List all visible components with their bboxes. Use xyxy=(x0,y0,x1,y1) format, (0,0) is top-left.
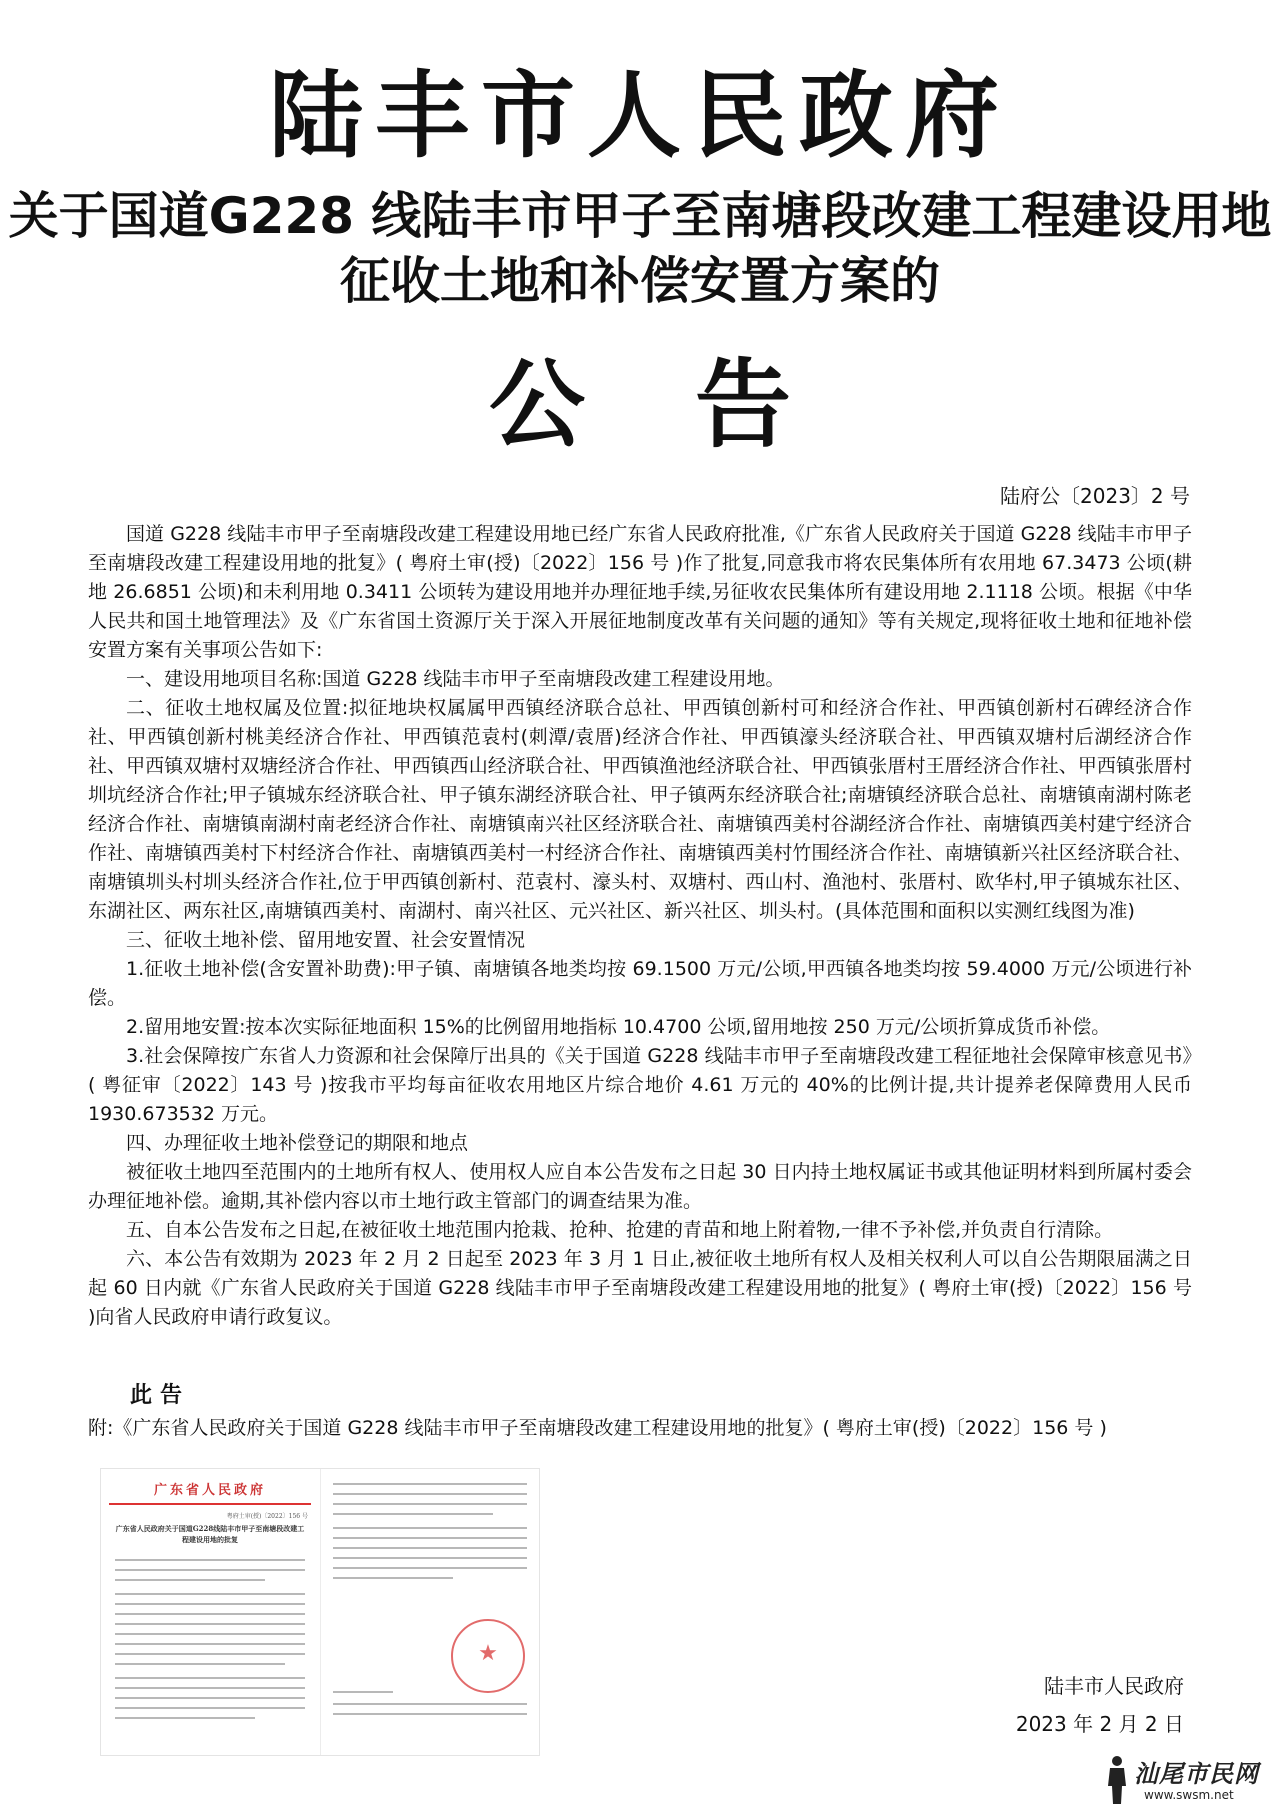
watermark-url: www.swsm.net xyxy=(1144,1788,1234,1802)
attachment-text-line xyxy=(115,1643,305,1645)
attachment-text-line xyxy=(115,1663,285,1665)
body-paragraph: 1.征收土地补偿(含安置补助费):甲子镇、南塘镇各地类均按 69.1500 万元/公顷,甲西镇各地类均按 59.4000 万元/公顷进行补偿。 xyxy=(88,958,1192,1009)
body-paragraph: 国道 G228 线陆丰市甲子至南塘段改建工程建设用地已经广东省人民政府批准,《广东省人民政府关于国道 G228 线陆丰市甲子至南塘段改建工程建设用地的批复》( 粤府土审(授)〔2022〕156 号 )作了批复,同意我市将农民集体所有农用地 67.3473 公顷(耕地 26.6851 公顷)和未利用地 0.3411 公顷转为建设用地并办理征地手续,另征收农民集体所有建设用地 2.1118 公顷。根据《中华人民共和国土地管理法》及《广东省国土资源厅关于深入开展征地制度改革有关问题的通知》等有关规定,现将征收土地和征地补偿安置方案有关事项公告如下: xyxy=(88,523,1192,661)
attachment-text-line xyxy=(115,1593,305,1595)
attachment-doc-number: 粤府土审(授)〔2022〕156 号 xyxy=(226,1513,308,1520)
signature-date: 2023 年 2 月 2 日 xyxy=(1015,1712,1184,1736)
body-paragraph: 2.留用地安置:按本次实际征地面积 15%的比例留用地指标 10.4700 公顷,留用地按 250 万元/公顷折算成货币补偿。 xyxy=(126,1016,1111,1038)
notice-heading: 公告 xyxy=(489,349,901,461)
site-watermark xyxy=(1104,1752,1272,1808)
attachment-text-line xyxy=(333,1503,527,1505)
attachment-text-line xyxy=(115,1707,305,1709)
watermark-text: 汕尾市民网 xyxy=(1134,1759,1259,1788)
body-paragraph: 五、自本公告发布之日起,在被征收土地范围内抢栽、抢种、抢建的青苗和地上附着物,一律不予补偿,并负责自行清除。 xyxy=(126,1219,1114,1241)
attachment-note: 附:《广东省人民政府关于国道 G228 线陆丰市甲子至南塘段改建工程建设用地的批复》( 粤府土审(授)〔2022〕156 号 ) xyxy=(88,1417,1107,1439)
attachment-text-line xyxy=(333,1493,527,1495)
body-paragraph: 二、征收土地权属及位置:拟征地块权属属甲西镇经济联合总社、甲西镇创新村可和经济合作社、甲西镇创新村石碑经济合作社、甲西镇创新村桃美经济合作社、甲西镇范袁村(刺潭/袁厝)经济合作社、甲西镇濠头经济联合社、甲西镇双塘村后湖经济合作社、甲西镇双塘村双塘经济合作社、甲西镇西山经济联合社、甲西镇渔池经济联合社、甲西镇张厝村王厝经济合作社、甲西镇张厝村圳坑经济合作社;甲子镇城东经济联合社、甲子镇东湖经济联合社、甲子镇两东经济联合社;南塘镇经济联合总社、南塘镇南湖村陈老经济合作社、南塘镇南湖村南老经济合作社、南塘镇南兴社区经济联合社、南塘镇西美村谷湖经济合作社、南塘镇西美村建宁经济合作社、南塘镇西美村下村经济合作社、南塘镇西美村一村经济合作社、南塘镇西美村竹围经济合作社、南塘镇新兴社区经济联合社、南塘镇圳头村圳头经济合作社,位于甲西镇创新村、范袁村、濠头村、双塘村、西山村、渔池村、张厝村、欧华村,甲子镇城东社区、东湖社区、两东社区,南塘镇西美村、南湖村、南兴社区、元兴社区、新兴社区、圳头村。(具体范围和面积以实测红线图为准) xyxy=(88,697,1192,922)
attachment-text-line xyxy=(115,1687,305,1689)
notice-body xyxy=(88,520,1192,1332)
attachment-text-line xyxy=(333,1527,527,1529)
attachment-page-left xyxy=(101,1469,321,1755)
issuing-authority-title: 陆丰市人民政府 xyxy=(268,62,1011,171)
attachment-text-line xyxy=(115,1623,305,1625)
attachment-text-line xyxy=(333,1547,527,1549)
body-paragraph: 3.社会保障按广东省人力资源和社会保障厅出具的《关于国道 G228 线陆丰市甲子至南塘段改建工程征地社会保障审核意见书》( 粤征审〔2022〕143 号 )按我市平均每亩征收农用地区片综合地价 4.61 万元的 40%的比例计提,共计提养老保障费用人民币 1930.673532 万元。 xyxy=(88,1045,1192,1125)
body-paragraph: 三、征收土地补偿、留用地安置、社会安置情况 xyxy=(126,929,526,951)
attachment-text-line xyxy=(115,1633,305,1635)
document-number: 陆府公〔2023〕2 号 xyxy=(1000,484,1190,508)
person-silhouette-icon xyxy=(1104,1754,1130,1806)
attachment-text-line xyxy=(115,1717,255,1719)
attachment-text-line xyxy=(333,1567,527,1569)
body-paragraph: 被征收土地四至范围内的土地所有权人、使用权人应自本公告发布之日起 30 日内持土地权属证书或其他证明材料到所属村委会办理征地补偿。逾期,其补偿内容以市土地行政主管部门的调查结果为准。 xyxy=(88,1161,1192,1212)
notice-subtitle-line2: 征收土地和补偿安置方案的 xyxy=(340,252,940,310)
attachment-text-line xyxy=(115,1697,305,1699)
official-seal xyxy=(451,1619,525,1693)
attachment-text-line xyxy=(333,1691,393,1693)
attachment-text-line xyxy=(333,1513,493,1515)
attachment-page-right xyxy=(321,1469,539,1755)
attachment-text-line xyxy=(115,1569,305,1571)
body-paragraph: 六、本公告有效期为 2023 年 2 月 2 日起至 2023 年 3 月 1 日止,被征收土地所有权人及相关权利人可以自公告期限届满之日起 60 日内就《广东省人民政府关于国道 G228 线陆丰市甲子至南塘段改建工程建设用地的批复》( 粤府土审(授)〔2022〕156 号 )向省人民政府申请行政复议。 xyxy=(88,1248,1192,1328)
body-paragraph: 一、建设用地项目名称:国道 G228 线陆丰市甲子至南塘段改建工程建设用地。 xyxy=(126,668,785,690)
attachment-header: 广东省人民政府 xyxy=(153,1483,266,1498)
attachment-text-line xyxy=(333,1713,527,1715)
attachment-text-line xyxy=(333,1483,527,1485)
attachment-text-line xyxy=(333,1557,527,1559)
attachment-text-line xyxy=(115,1559,305,1561)
seal-star-icon: ★ xyxy=(478,1641,498,1666)
body-paragraph: 四、办理征收土地补偿登记的期限和地点 xyxy=(126,1132,469,1154)
attachment-text-line xyxy=(333,1537,527,1539)
attachment-red-rule xyxy=(109,1503,311,1505)
attachment-text-line xyxy=(333,1703,527,1705)
attachment-text-line xyxy=(115,1603,305,1605)
attachment-document-image xyxy=(100,1468,540,1756)
attachment-text-line xyxy=(115,1613,305,1615)
notice-subtitle-line1: 关于国道G228 线陆丰市甲子至南塘段改建工程建设用地 xyxy=(8,187,1272,245)
attachment-title: 广东省人民政府关于国道G228线陆丰市甲子至南塘段改建工程建设用地的批复 xyxy=(115,1524,305,1544)
closing-remark: 此告 xyxy=(130,1383,191,1408)
signature-organization: 陆丰市人民政府 xyxy=(1044,1674,1184,1698)
attachment-text-line xyxy=(333,1577,453,1579)
attachment-text-line xyxy=(115,1677,305,1679)
attachment-text-line xyxy=(115,1653,305,1655)
attachment-text-line xyxy=(115,1579,265,1581)
